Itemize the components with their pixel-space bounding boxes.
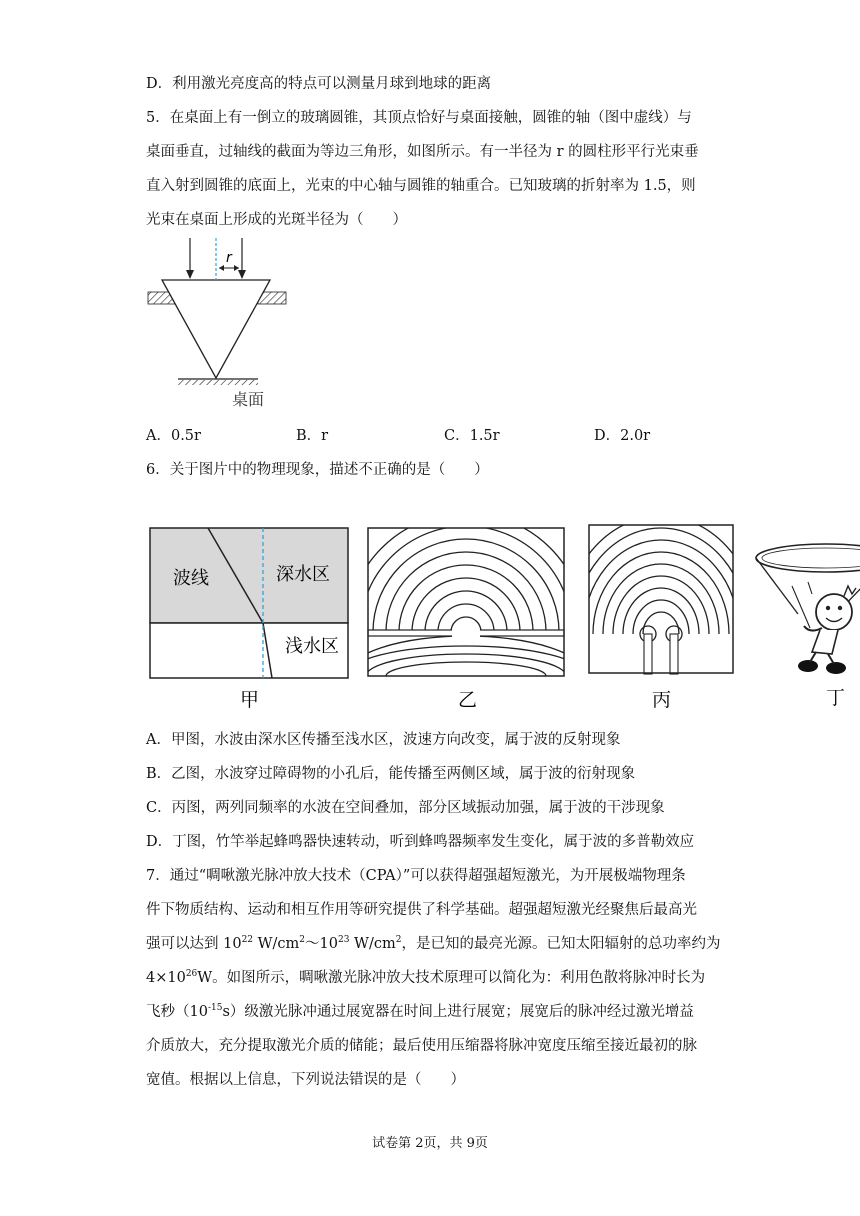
q6-stem: 6．关于图片中的物理现象，描述不正确的是（ ） [146, 462, 489, 478]
q7-stem-line-3: 强可以达到 $10^{22}$ $W/cm^2\sim 10^{23}$ $W/cm^2$，是已知的最亮光源。已知太阳辐射的总功率约为 [146, 935, 721, 952]
q7-stem-line-1: 7．通过“啁啾激光脉冲放大技术（CPA）”可以获得超强超短激光，为开展极端物理条 [146, 868, 686, 884]
q6-option-d[interactable]: D．丁图，竹竿举起蜂鸣器快速转动，听到蜂鸣器频率发生变化，属于波的多普勒效应 [146, 834, 695, 850]
q6-figure-ding [752, 530, 860, 712]
q5-option-b[interactable]: B．r [296, 428, 329, 444]
right-light-arrow [238, 270, 246, 279]
q6-option-a[interactable]: A．甲图，水波由深水区传播至浅水区，波速方向改变，属于波的反射现象 [146, 732, 621, 748]
q5-cone-figure [140, 232, 300, 412]
q7-stem-line-7: 宽值。根据以上信息，下列说法错误的是（ ） [146, 1072, 465, 1088]
q6-figure-jia [148, 526, 352, 712]
table-label: 桌面 [232, 390, 265, 409]
q4-option-d: D．利用激光亮度高的特点可以测量月球到地球的距离 [146, 76, 492, 92]
glass-cone [162, 280, 270, 378]
q5-stem-line-3: 直入射到圆锥的底面上，光束的中心轴与圆锥的轴重合。已知玻璃的折射率为 1.5，则 [146, 178, 696, 194]
q6-option-b[interactable]: B．乙图，水波穿过障碍物的小孔后，能传播至两侧区域，属于波的衍射现象 [146, 766, 636, 782]
q5-stem-line-2: 桌面垂直，过轴线的截面为等边三角形，如图所示。有一半径为 r 的圆柱形平行光束垂 [146, 144, 699, 160]
r-label: r [226, 250, 232, 266]
q6-figure-yi [366, 526, 566, 712]
caption-yi: 乙 [458, 689, 478, 711]
label-deep-water: 深水区 [276, 564, 330, 585]
left-light-arrow [186, 270, 194, 279]
q6-option-c[interactable]: C．丙图，两列同频率的水波在空间叠加，部分区域振动加强，属于波的干涉现象 [146, 800, 665, 816]
page-footer: 试卷第 2页，共 9页 [372, 1136, 488, 1151]
q7-stem-line-6: 介质放大，充分提取激光介质的储能；最后使用压缩器将脉冲宽度压缩至接近最初的脉 [146, 1038, 697, 1054]
q7-stem-line-2: 件下物质结构、运动和相互作用等研究提供了科学基础。超强超短激光经聚焦后最高光 [146, 902, 697, 918]
q5-option-c[interactable]: C．1.5r [444, 428, 500, 444]
caption-jia: 甲 [240, 689, 260, 711]
q5-stem-line-4: 光束在桌面上形成的光斑半径为（ ） [146, 212, 407, 228]
caption-ding: 丁 [826, 687, 846, 709]
q7-stem-line-4: $4\times 10^{26}W$。如图所示，啁啾激光脉冲放大技术原理可以简化为：利用色散将脉冲时长为 [146, 969, 706, 986]
caption-bing: 丙 [652, 689, 672, 711]
label-wave-line: 波线 [173, 568, 209, 589]
q5-option-a[interactable]: A．0.5r [146, 428, 201, 444]
character-head [816, 594, 852, 630]
q5-stem-line-1: 5．在桌面上有一倒立的玻璃圆锥，其顶点恰好与桌面接触，圆锥的轴（图中虚线）与 [146, 110, 692, 126]
q7-stem-line-5: 飞秒$(10^{-15}s)$级激光脉冲通过展宽器在时间上进行展宽；展宽后的脉冲经过激光增益 [146, 1003, 694, 1020]
q6-figure-bing [586, 522, 736, 712]
label-shallow-water: 浅水区 [285, 636, 339, 657]
q5-option-d[interactable]: D．2.0r [594, 428, 651, 444]
